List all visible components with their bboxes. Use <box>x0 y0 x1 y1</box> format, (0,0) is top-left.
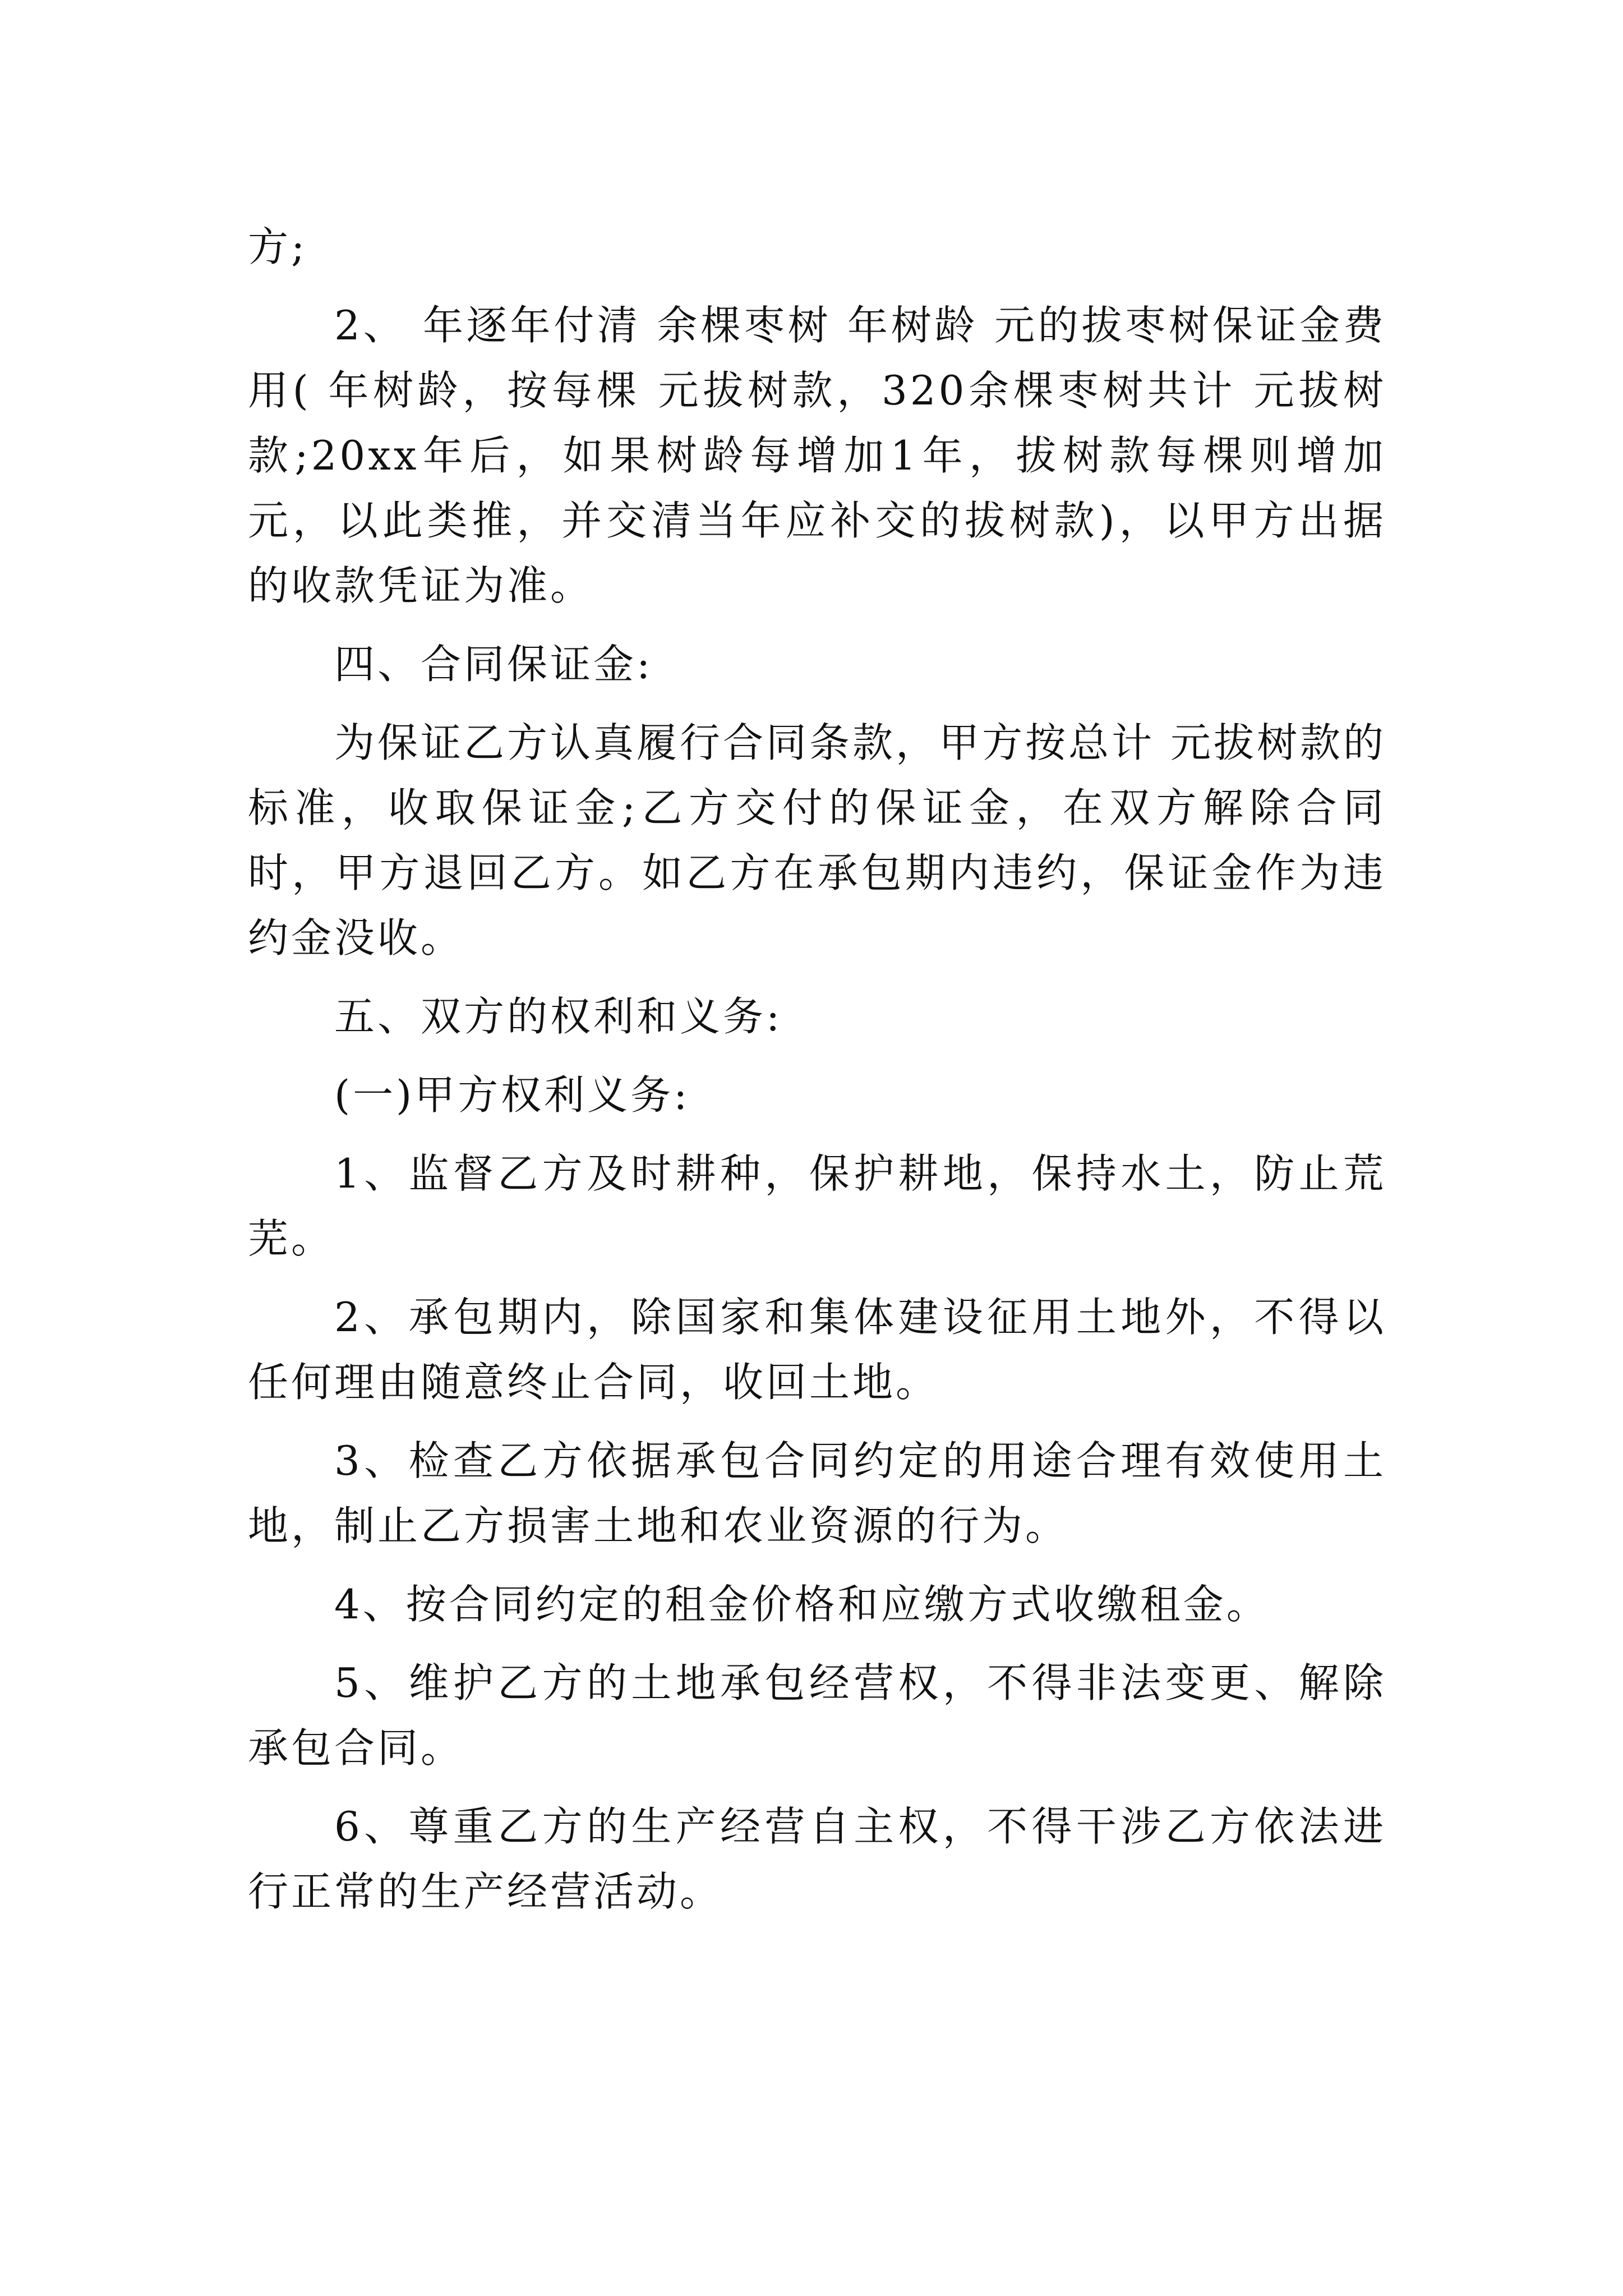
list-item-2: 2、承包期内，除国家和集体建设征用土地外，不得以任何理由随意终止合同，收回土地。 <box>248 1294 1386 1406</box>
subsection-heading-1: (一)甲方权利义务: <box>334 1071 690 1119</box>
document-body <box>248 214 1386 1924</box>
list-item-1: 1、监督乙方及时耕种，保护耕地，保持水土，防止荒芜。 <box>248 1150 1386 1262</box>
paragraph-2: 2、 年逐年付清 余棵枣树 年树龄 元的拔枣树保证金费用( 年树龄，按每棵 元拔树款，320余棵枣树共计 元拔树款;20xx年后，如果树龄每增加1年，拔树款每棵则增加 元，以此类推，并交清当年应补交的拔树款)，以甲方出据的收款凭证为准。 <box>248 302 1386 609</box>
list-item-4: 4、按合同约定的租金价格和应缴方式收缴租金。 <box>334 1581 1270 1628</box>
paragraph-1: 方; <box>248 223 308 270</box>
list-item-6: 6、尊重乙方的生产经营自主权，不得干涉乙方依法进行正常的生产经营活动。 <box>248 1803 1386 1915</box>
list-item-5: 5、维护乙方的土地承包经营权，不得非法变更、解除承包合同。 <box>248 1659 1386 1772</box>
section-heading-5: 五、双方的权利和义务: <box>334 993 783 1040</box>
paragraph-deposit: 为保证乙方认真履行合同条款，甲方按总计 元拔树款的标准，收取保证金;乙方交付的保证金，在双方解除合同时，甲方退回乙方。如乙方在承包期内违约，保证金作为违约金没收。 <box>248 719 1386 961</box>
section-heading-4: 四、合同保证金: <box>334 641 653 688</box>
list-item-3: 3、检查乙方依据承包合同约定的用途合理有效使用土地，制止乙方损害土地和农业资源的行为。 <box>248 1437 1386 1549</box>
